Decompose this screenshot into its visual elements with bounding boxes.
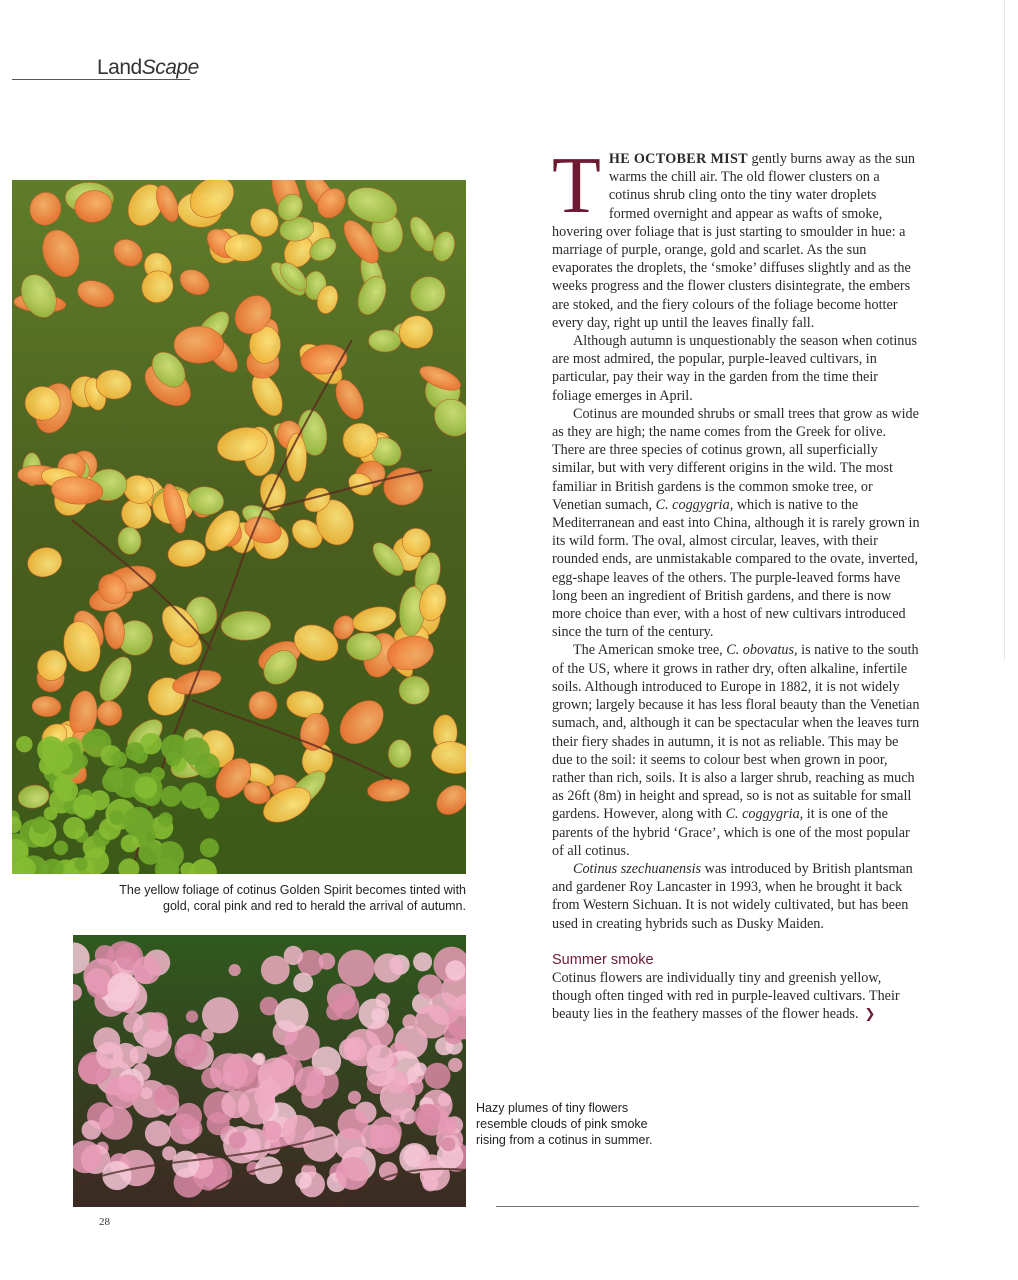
autumn-foliage-photo — [12, 180, 466, 874]
page-edge-line — [1004, 0, 1005, 660]
species-name: C. coggygria — [655, 496, 730, 513]
header-rule — [12, 79, 190, 80]
paragraph-6-text: Cotinus flowers are individually tiny and greenish yellow, though often tinged with red in purple-leaved cultivars. Their beauty lies in the feathery masses of the flower heads. — [552, 969, 900, 1023]
page-number: 28 — [99, 1216, 110, 1228]
masthead-part-a: Land — [97, 56, 142, 79]
species-name: C. coggygria, — [725, 806, 804, 823]
species-name: Cotinus szechuanensis — [573, 860, 702, 877]
paragraph-5-text: was introduced by British plantsman and gardener Roy Lancaster in 1993, when he brought it back from Western Sichuan. It is not widely cultivated, but has been used in creating hybrids such as Dusky Maiden. — [552, 860, 913, 932]
drop-cap: T — [552, 142, 601, 230]
species-name: C. obovatus, — [726, 642, 798, 659]
lead-in-caps: HE OCTOBER MIST — [608, 151, 748, 167]
photo-2-caption: Hazy plumes of tiny flowers resemble clouds of pink smoke rising from a cotinus in summer. — [476, 1101, 653, 1147]
article-body — [552, 142, 920, 1024]
continue-arrow-icon: ❯ — [864, 1007, 876, 1023]
article-paragraph-4 — [552, 641, 920, 859]
paragraph-3-text-b: , which is native to the Mediterranean and east into China, although it is rarely grown in its wild form. The oval, almost circular, leaves, with their rounded ends, are unmistakable compared to the ovate, inverted, egg-shape leaves of the others. The purple-leaved forms have long been an ingredient of British gardens, and there is now more choice than ever, with a host of new cultivars introduced since the turn of the century. — [552, 496, 920, 641]
article-paragraph-2: Although autumn is unquestionably the season when cotinus are most admired, the popular, purple-leaved cultivars, in particular, pay their way in the garden from the time their foliage emerges in April. — [552, 333, 918, 404]
paragraph-4-text-b: is native to the south of the US, where it grows in rather dry, often alkaline, infertile soils. Although introduced to Europe in 1882, it is not widely grown; largely because it has less floral beauty than the Venetian sumach, and, although it can be spectacular when the leaves turn their fiery shades in autumn, it is not as reliable. This may be due to the soil: it seems to colour best when grown in poor, rather than rich, soils. It is also a larger shrub, reaching as much as 26ft (8m) in height and spread, so is not as suitable for small gardens. However, along with — [552, 642, 920, 823]
pink-smoke-image — [73, 935, 466, 1207]
paragraph-3-text-a: Cotinus are mounded shrubs or small trees that grow as wide as they are high; the name comes from the Greek for olive. There are three species of cotinus grown, all superficially similar, but with very different origins in the wild. The most familiar in British gardens is the common smoke tree, or Venetian sumach, — [552, 405, 919, 513]
paragraph-1-text: gently burns away as the sun warms the chill air. The old flower clusters on a cotinus shrub cling onto the tiny water droplets formed overnight and appear as wafts of smoke, hovering over foliage that is just starting to smoulder in hue: a marriage of purple, orange, gold and scarlet. As the sun evaporates the droplets, the ‘smoke’ diffuses slightly and as the weeks progress and the flower clusters disintegrate, the embers are stoked, and the fiery colours of the foliage become hotter every day, right up until the leaves finally fall. — [552, 151, 916, 331]
pink-smoke-photo — [73, 935, 466, 1207]
article-paragraph-6 — [552, 969, 920, 1025]
masthead-part-b: Scape — [141, 56, 199, 79]
autumn-foliage-image — [12, 180, 466, 874]
footer-rule — [496, 1206, 919, 1207]
paragraph-4-text-c: it is one of the parents of the hybrid ‘Grace’, which is one of the most popular of all cotinus. — [552, 806, 910, 859]
article-paragraph-3 — [552, 405, 920, 642]
article-paragraph-1 — [552, 142, 920, 332]
masthead-logo — [97, 56, 199, 80]
section-subheading: Summer smoke — [552, 951, 654, 968]
paragraph-4-text-a: The American smoke tree, — [573, 642, 727, 659]
article-paragraph-5 — [552, 860, 920, 933]
photo-1-caption: The yellow foliage of cotinus Golden Spirit becomes tinted with gold, coral pink and red to herald the arrival of autumn. — [119, 883, 466, 913]
